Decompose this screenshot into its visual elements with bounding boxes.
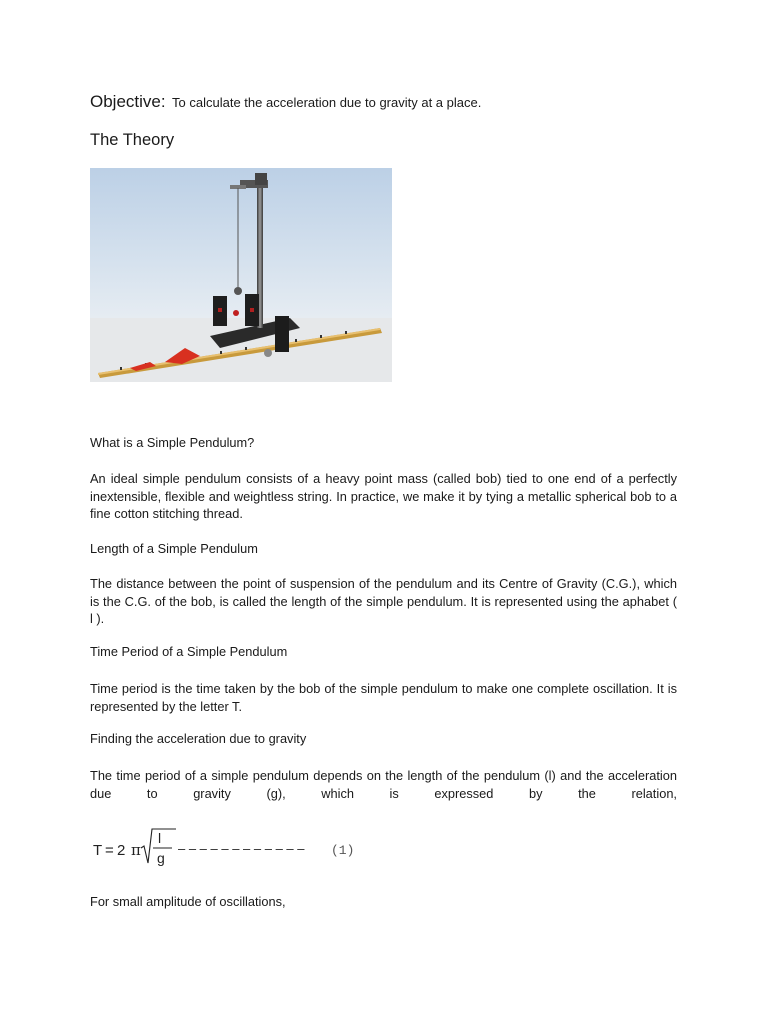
period-heading: Time Period of a Simple Pendulum	[90, 644, 288, 659]
objective-label: Objective:	[90, 92, 166, 111]
small-amplitude-text: For small amplitude of oscillations,	[90, 894, 286, 909]
equation-number: (1)	[331, 843, 355, 858]
period-body: Time period is the time taken by the bob of the simple pendulum to make one complete oscillation. It is represented by the letter T.	[90, 681, 677, 714]
length-heading: Length of a Simple Pendulum	[90, 541, 258, 556]
equation-equals: =	[105, 842, 114, 859]
what-body: An ideal simple pendulum consists of a heavy point mass (called bob) tied to one end of a perfectly inextensible, flexible and weightless string. In practice, we make it by tying a metallic spherical bob to a fine cotton stitching thread.	[90, 471, 677, 521]
gravity-body: The time period of a simple pendulum depends on the length of the pendulum (l) and the acceleration due to gravity (g), which is expressed by the relation,	[90, 768, 677, 801]
equation-dashes: – – – – – – – – – – – –	[178, 841, 305, 856]
gravity-heading: Finding the acceleration due to gravity	[90, 731, 307, 746]
equation-pi: π	[131, 841, 141, 859]
pendulum-apparatus-photo	[90, 168, 392, 382]
equation-two: 2	[117, 842, 126, 859]
equation-numerator: l	[158, 830, 162, 846]
equation-lhs: T	[93, 842, 103, 859]
objective-line	[90, 92, 690, 112]
theory-heading: The Theory	[90, 131, 175, 149]
equation-denominator: g	[157, 850, 165, 866]
length-body: The distance between the point of suspension of the pendulum and its Centre of Gravity (C.G.), which is the C.G. of the bob, is called the length of the simple pendulum. It is represented using the aphabet ( l ).	[90, 576, 677, 626]
objective-text: To calculate the acceleration due to gravity at a place.	[172, 95, 482, 110]
what-heading: What is a Simple Pendulum?	[90, 435, 255, 450]
pendulum-equation	[90, 823, 360, 873]
